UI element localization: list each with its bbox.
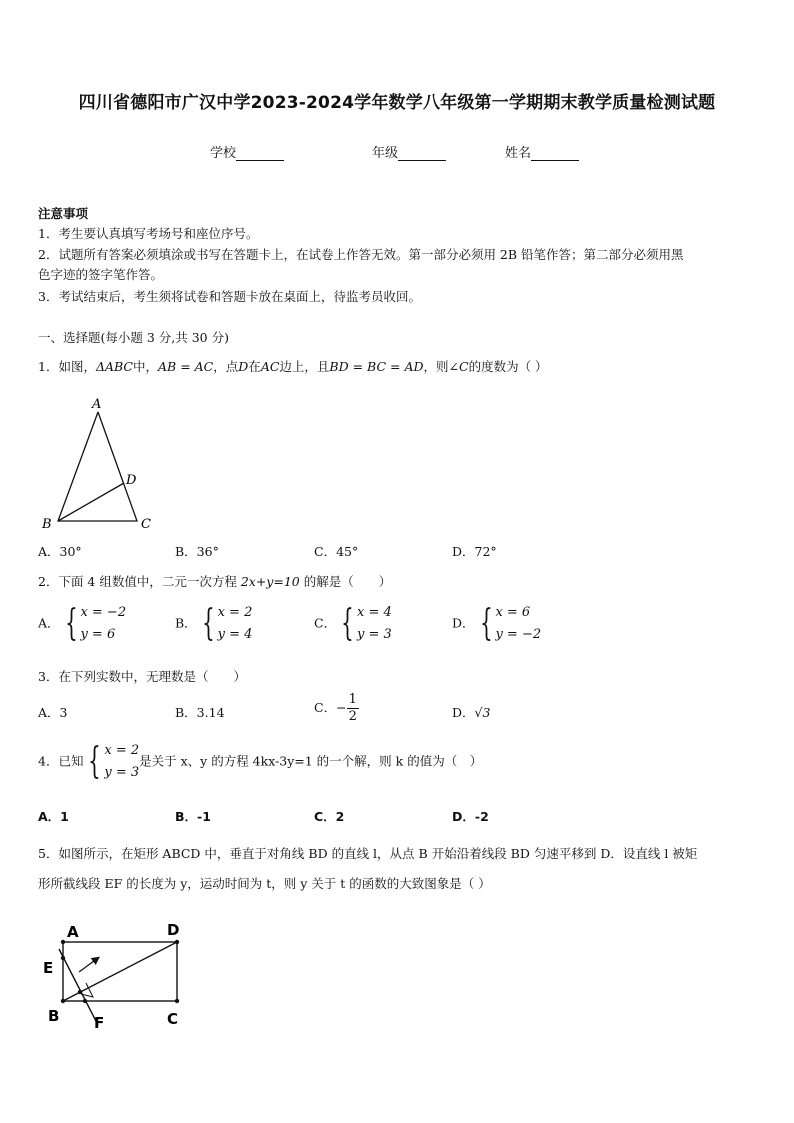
label-a: A (92, 397, 102, 412)
name-blank[interactable] (531, 146, 579, 161)
q2-option-a[interactable]: A． { x = −2 y = 6 (38, 603, 127, 644)
label-d: D (126, 473, 137, 488)
point-c (175, 999, 179, 1003)
segment-bd (58, 483, 124, 521)
point-f (83, 999, 87, 1003)
label-b: B (42, 517, 52, 532)
q4-option-d[interactable]: D．-2 (452, 809, 489, 824)
note-item-3: 3．考试结束后，考生须将试卷和答题卡放在桌面上，待监考员收回。 (38, 289, 421, 304)
q3-option-c[interactable]: C．− $\frac{1}{2}$ (314, 692, 357, 724)
point-e (61, 956, 65, 960)
q1-option-a[interactable]: A．30° (38, 544, 82, 559)
label-c: C (141, 517, 151, 532)
grade-blank[interactable] (398, 146, 446, 161)
label-f: F (94, 1014, 105, 1032)
school-field[interactable] (210, 142, 284, 161)
q4-option-b[interactable]: B．-1 (175, 809, 211, 824)
note-item-2-cont: 色字迹的签字笔作答。 (38, 267, 164, 282)
q2-option-d[interactable]: D． { x = 6 y = −2 (452, 603, 542, 644)
notes-heading: 注意事项 (38, 206, 89, 221)
q2-option-c[interactable]: C． { x = 4 y = 3 (314, 603, 392, 644)
q1-option-d[interactable]: D．72° (452, 544, 497, 559)
label-a: A (67, 923, 79, 941)
q4-option-c[interactable]: C．2 (314, 809, 345, 824)
question-2-stem: 2．下面 4 组数值中，二元一次方程 2x+y=10 的解是（ ） (38, 574, 392, 589)
question-3-stem: 3．在下列实数中，无理数是（ ） (38, 669, 246, 684)
q1-option-b[interactable]: B．36° (175, 544, 219, 559)
point-b (61, 999, 65, 1003)
q1-option-c[interactable]: C．45° (314, 544, 359, 559)
grade-label: 年级 (372, 146, 399, 161)
label-e: E (43, 959, 54, 977)
point-a (61, 940, 65, 944)
name-label: 姓名 (505, 146, 532, 161)
school-blank[interactable] (236, 146, 284, 161)
q2-option-b[interactable]: B． { x = 2 y = 4 (175, 603, 253, 644)
direction-arrow (79, 958, 98, 972)
question-5-stem-line1: 5．如图所示，在矩形 ABCD 中，垂直于对角线 BD 的直线 l，从点 B 开始沿着线段 BD 匀速平移到 D．设直线 l 被矩 (38, 846, 698, 861)
note-item-1: 1．考生要认真填写考场号和座位序号。 (38, 226, 259, 241)
triangle-figure (36, 392, 166, 532)
q4-option-a[interactable]: A．1 (38, 809, 69, 824)
grade-field[interactable] (372, 142, 446, 161)
point-d (175, 940, 179, 944)
page-title: 四川省德阳市广汉中学2023-2024学年数学八年级第一学期期末教学质量检测试题 (78, 93, 716, 113)
q3-option-b[interactable]: B．3.14 (175, 705, 225, 720)
name-field[interactable] (505, 142, 579, 161)
section-heading: 一、选择题(每小题 3 分,共 30 分) (38, 330, 229, 345)
intersection-point (78, 990, 82, 994)
rectangle-figure (36, 915, 196, 1035)
label-d: D (167, 921, 180, 939)
q3-option-a[interactable]: A．3 (38, 705, 68, 720)
question-1-stem: 1．如图，ΔABC中，AB = AC，点D在AC边上，且BD = BC = AD，则∠C的度数为（ ） (38, 359, 548, 374)
note-item-2: 2．试题所有答案必须填涂或书写在答题卡上，在试卷上作答无效。第一部分必须用 2B 铅笔作答；第二部分必须用黑 (38, 247, 684, 262)
triangle-abc (58, 412, 137, 521)
line-l (59, 949, 98, 1025)
label-c: C (167, 1010, 179, 1028)
school-label: 学校 (210, 146, 237, 161)
question-4-stem: 4．已知 { x = 2 y = 3 是关于 x、y 的方程 4kx-3y=1 的一个解，则 k 的值为（ ） (38, 741, 483, 782)
label-b: B (48, 1007, 60, 1025)
question-5-stem-line2: 形所截线段 EF 的长度为 y，运动时间为 t，则 y 关于 t 的函数的大致图象是（ ） (38, 876, 491, 891)
q3-option-d[interactable]: D．√3 (452, 705, 491, 720)
